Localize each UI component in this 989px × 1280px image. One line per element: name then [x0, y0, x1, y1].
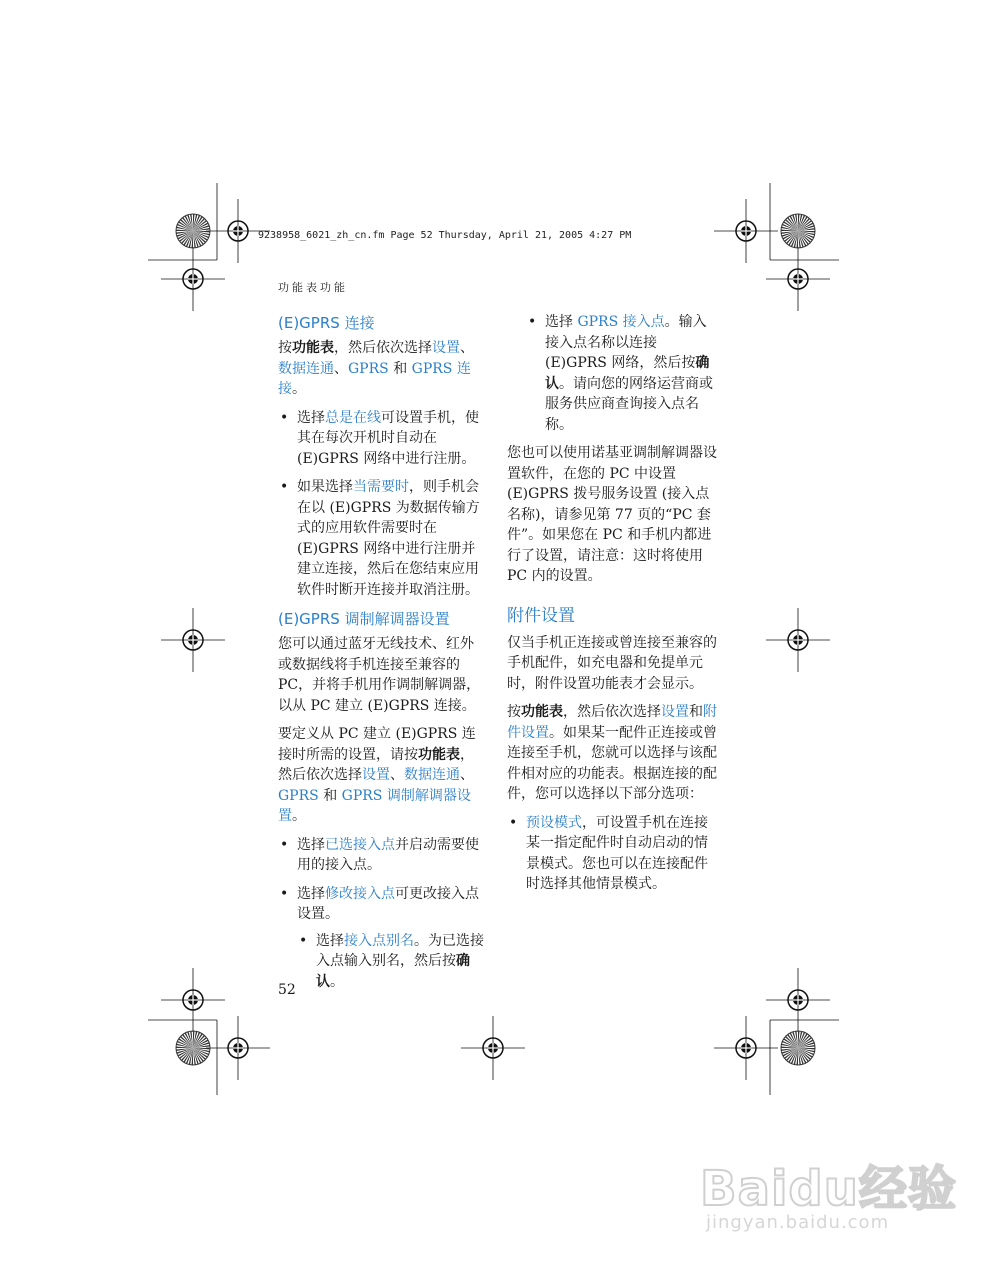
paragraph [278, 724, 486, 827]
text-run: 、 [460, 767, 474, 783]
menu-reference: 当需要时 [353, 479, 409, 495]
text-run: 。请向您的网络运营商或服务供应商查询接入点名称。 [545, 375, 713, 433]
bullet-list [507, 813, 717, 895]
list-item [297, 931, 486, 993]
menu-reference: 接入点别名 [344, 932, 414, 949]
menu-reference: 总是在线 [325, 409, 381, 426]
menu-reference: 数据连通 [278, 360, 334, 377]
text-run: 如果选择 [297, 479, 353, 495]
section-title-accessory-settings: 附件设置 [507, 605, 575, 626]
menu-reference: GPRS 连接 [278, 360, 471, 397]
watermark-url: jingyan.baidu.com [706, 1212, 890, 1233]
key-label: 确认 [545, 355, 710, 392]
text-run: 选择 [297, 409, 325, 426]
text-run: 和 [318, 787, 342, 804]
text-run: 。 [292, 381, 306, 397]
paragraph [507, 443, 717, 587]
list-item [278, 835, 486, 876]
starburst-mark [176, 214, 210, 248]
menu-reference: 设置 [661, 704, 689, 720]
text-run: ，可设置手机在连接某一指定配件时自动启动的情景模式。您也可以在连接配件时选择其他情景模式。 [526, 814, 708, 892]
menu-reference: 修改接入点 [325, 885, 395, 902]
file-info-header: 9238958_6021_zh_cn.fm Page 52 Thursday, April 21, 2005 4:27 PM [258, 230, 632, 241]
list-item [526, 312, 717, 435]
menu-reference: 设置 [432, 340, 460, 356]
text-run: 。 [292, 808, 306, 824]
running-head: 功能表功能 [278, 281, 348, 294]
list-item [278, 408, 486, 470]
section-title-egprs-modem-settings: (E)GPRS 调制解调器设置 [278, 610, 450, 628]
text-run: 、 [390, 767, 404, 783]
text-run: 选择 [297, 836, 325, 853]
text-run: 、 [460, 340, 474, 356]
bullet-list [278, 835, 486, 993]
text-run: 您可以通过蓝牙无线技术、红外或数据线将手机连接至兼容的 PC，并将手机用作调制解调器，以从 PC 建立 (E)GPRS 连接。 [278, 636, 481, 714]
watermark-logo: Baidu经验 [700, 1161, 957, 1217]
key-label: 功能表 [418, 746, 460, 763]
menu-reference: 附件设置 [507, 704, 717, 741]
menu-reference: 已选接入点 [325, 836, 395, 853]
list-item [507, 813, 717, 895]
sub-bullet-list [507, 312, 717, 435]
text-run: 。为已选接入点输入别名，然后按 [316, 932, 484, 969]
text-run: 选择 [545, 314, 578, 330]
text-run: 并启动需要使用的接入点。 [297, 836, 479, 873]
starburst-mark [781, 214, 815, 248]
list-item [278, 477, 486, 600]
text-run: 按 [507, 704, 521, 720]
key-label: 功能表 [521, 704, 563, 720]
paragraph [507, 633, 717, 695]
text-run: 可设置手机，使其在每次开机时自动在 (E)GPRS 网络中进行注册。 [297, 409, 479, 467]
section-title-egprs-connection: (E)GPRS 连接 [278, 314, 375, 332]
bullet-list [278, 408, 486, 601]
text-run: 。如果某一配件正连接或曾连接至手机，您就可以选择与该配件相对应的功能表。根据连接的配件，您可以选择以下部分选项： [507, 724, 717, 802]
starburst-mark [176, 1031, 210, 1065]
text-run: 、 [334, 360, 348, 377]
text-run: 和 [689, 704, 703, 720]
paragraph [278, 634, 486, 716]
sub-bullet-list [297, 931, 486, 993]
right-column [507, 312, 717, 903]
menu-reference: GPRS [278, 787, 319, 804]
text-run: 选择 [316, 932, 344, 949]
text-run: ，然后依次选择 [563, 704, 661, 720]
left-column [278, 312, 486, 1000]
key-label: 功能表 [292, 340, 334, 356]
text-run: ，则手机会在以 (E)GPRS 为数据传输方式的应用软件需要时在 (E)GPRS 网络中进行注册并建立连接，然后在您结束应用软件时断开连接并取消注册。 [297, 479, 480, 598]
menu-reference: GPRS 调制解调器设置 [278, 787, 471, 824]
menu-reference: 预设模式 [526, 814, 582, 831]
menu-reference: 数据连通 [404, 767, 460, 783]
text-run: 。输入接入点名称以连接 (E)GPRS 网络，然后按 [545, 314, 707, 371]
text-run: 。 [330, 973, 344, 990]
text-run: 按 [278, 340, 292, 356]
text-run: 选择 [297, 885, 325, 902]
starburst-mark [781, 1031, 815, 1065]
text-run: ，然后依次选择 [278, 746, 474, 783]
paragraph [278, 338, 486, 400]
menu-reference: GPRS [348, 360, 389, 377]
text-run: 仅当手机正连接或曾连接至兼容的手机配件，如充电器和免提单元时，附件设置功能表才会显示。 [507, 634, 717, 692]
text-run: ，然后依次选择 [334, 340, 432, 356]
text-run: 和 [388, 360, 412, 377]
page-number: 52 [278, 982, 296, 998]
paragraph [507, 702, 717, 805]
list-item [278, 884, 486, 993]
text-run: 要定义从 PC 建立 (E)GPRS 连接时所需的设置，请按 [278, 726, 476, 763]
key-label: 确认 [316, 953, 470, 990]
baidu-watermark [700, 1150, 960, 1250]
text-run: 您也可以使用诺基亚调制解调器设置软件，在您的 PC 中设置 (E)GPRS 拨号服务设置 (接入点名称)，请参见第 77 页的“PC 套件”。如果您在 PC 和手机内都进行了设置，请注意：这时将使用 PC 内的设置。 [507, 445, 717, 584]
menu-reference: 设置 [362, 767, 390, 783]
text-run: 可更改接入点设置。 [297, 885, 479, 922]
menu-reference: GPRS 接入点 [577, 314, 665, 330]
